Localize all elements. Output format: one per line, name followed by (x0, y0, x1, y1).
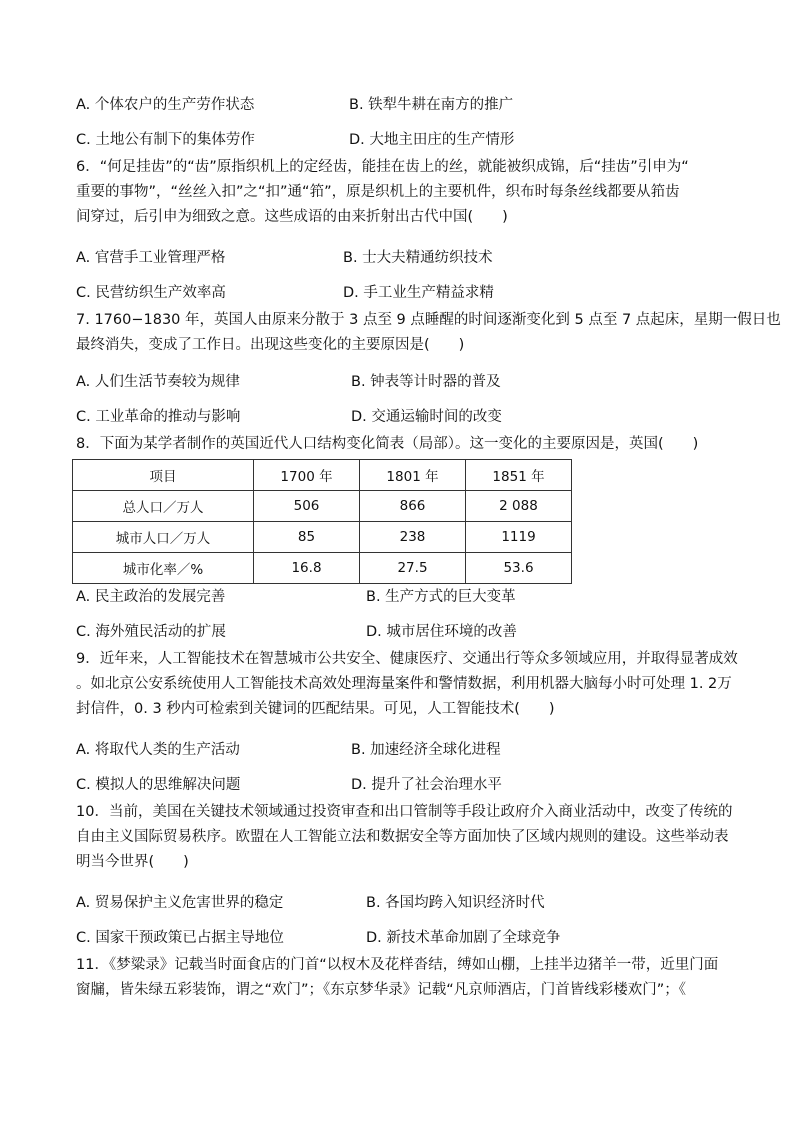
q7-option-b: B. 钟表等计时器的普及 (351, 374, 501, 390)
table-cell: 53.6 (466, 553, 572, 584)
q7-stem (76, 308, 781, 358)
q11-stem (76, 953, 719, 1003)
table-cell: 1119 (466, 522, 572, 553)
q8-stem: 8．下面为某学者制作的英国近代人口结构变化简表（局部）。这一变化的主要原因是，英国( ) (76, 436, 699, 452)
table-cell: 城市化率／% (73, 553, 254, 584)
q7-option-c: C. 工业革命的推动与影响 (76, 409, 241, 425)
q7-stem-line: 最终消失，变成了工作日。出现这些变化的主要原因是( ) (76, 337, 465, 353)
q7-option-d: D. 交通运输时间的改变 (351, 409, 502, 425)
q10-option-c: C. 国家干预政策已占据主导地位 (76, 930, 284, 946)
q10-stem-line: 明当今世界( ) (76, 854, 189, 870)
q6-stem (76, 155, 716, 230)
q5-option-b: B. 铁犁牛耕在南方的推广 (349, 97, 514, 113)
q6-option-a: A. 官营手工业管理严格 (76, 250, 226, 266)
q11-stem-line: 11．《梦粱录》记载当时面食店的门首“以杈木及花样沓结，缚如山棚，上挂半边猪羊一带，近里门面 (76, 957, 719, 973)
table-cell: 16.8 (254, 553, 360, 584)
q9-stem-line: 。如北京公安系统使用人工智能技术高效处理海量案件和警情数据，利用机器大脑每小时可处理 1. 2万 (76, 676, 732, 692)
q6-option-c: C. 民营纺织生产效率高 (76, 285, 226, 301)
table-row (73, 491, 572, 522)
table-cell: 238 (360, 522, 466, 553)
q5-option-a: A. 个体农户的生产劳作状态 (76, 97, 255, 113)
table-cell: 506 (254, 491, 360, 522)
q8-option-c: C. 海外殖民活动的扩展 (76, 624, 226, 640)
q5-option-c: C. 土地公有制下的集体劳作 (76, 132, 255, 148)
q11-stem-line: 窗牖，皆朱绿五彩装饰，谓之“欢门”；《东京梦华录》记载“凡京师酒店，门首皆线彩楼欢门”；《 (76, 982, 687, 998)
q8-option-b: B. 生产方式的巨大变革 (366, 589, 516, 605)
q9-stem-line: 封信件，0. 3 秒内可检索到关键词的匹配结果。可见，人工智能技术( ) (76, 701, 555, 717)
population-table (72, 459, 572, 584)
q6-stem-line: 重要的事物”，“丝丝入扣”之“扣”通“筘”，原是织机上的主要机件，织布时每条丝线都要从筘齿 (76, 184, 680, 200)
q9-stem (76, 647, 738, 722)
table-header-cell: 项目 (73, 460, 254, 491)
q6-stem-line: 6．“何足挂齿”的“齿”原指织机上的定经齿，能挂在齿上的丝，就能被织成锦，后“挂齿”引申为“ (76, 159, 689, 175)
q9-option-b: B. 加速经济全球化进程 (351, 742, 501, 758)
q10-option-b: B. 各国均跨入知识经济时代 (366, 895, 545, 911)
table-header-cell: 1700 年 (254, 460, 360, 491)
table-header-cell: 1851 年 (466, 460, 572, 491)
q10-option-d: D. 新技术革命加剧了全球竞争 (366, 930, 561, 946)
q9-stem-line: 9．近年来，人工智能技术在智慧城市公共安全、健康医疗、交通出行等众多领域应用，并取得显著成效 (76, 651, 738, 667)
table-cell: 总人口／万人 (73, 491, 254, 522)
q9-option-c: C. 模拟人的思维解决问题 (76, 777, 241, 793)
table-cell: 2 088 (466, 491, 572, 522)
q10-stem-line: 10．当前，美国在关键技术领域通过投资审查和出口管制等手段让政府介入商业活动中，改变了传统的 (76, 804, 733, 820)
table-row (73, 553, 572, 584)
q10-stem-line: 自由主义国际贸易秩序。欧盟在人工智能立法和数据安全等方面加快了区域内规则的建设。这些举动表 (76, 829, 729, 845)
q8-option-a: A. 民主政治的发展完善 (76, 589, 226, 605)
q10-option-a: A. 贸易保护主义危害世界的稳定 (76, 895, 284, 911)
q7-option-a: A. 人们生活节奏较为规律 (76, 374, 240, 390)
table-header-cell: 1801 年 (360, 460, 466, 491)
q10-stem (76, 800, 733, 875)
q6-option-b: B. 士大夫精通纺织技术 (343, 250, 493, 266)
table-row (73, 522, 572, 553)
q8-option-d: D. 城市居住环境的改善 (366, 624, 517, 640)
table-cell: 85 (254, 522, 360, 553)
table-cell: 城市人口／万人 (73, 522, 254, 553)
table-header-row (73, 460, 572, 491)
q6-stem-line: 间穿过，后引申为细致之意。这些成语的由来折射出古代中国( ) (76, 209, 508, 225)
q5-option-d: D. 大地主田庄的生产情形 (349, 132, 515, 148)
q9-option-d: D. 提升了社会治理水平 (351, 777, 502, 793)
table-cell: 27.5 (360, 553, 466, 584)
table-cell: 866 (360, 491, 466, 522)
q9-option-a: A. 将取代人类的生产活动 (76, 742, 240, 758)
q7-stem-line: 7. 1760−1830 年，英国人由原来分散于 3 点至 9 点睡醒的时间逐渐变化到 5 点至 7 点起床，星期一假日也 (76, 312, 781, 328)
q6-option-d: D. 手工业生产精益求精 (343, 285, 494, 301)
